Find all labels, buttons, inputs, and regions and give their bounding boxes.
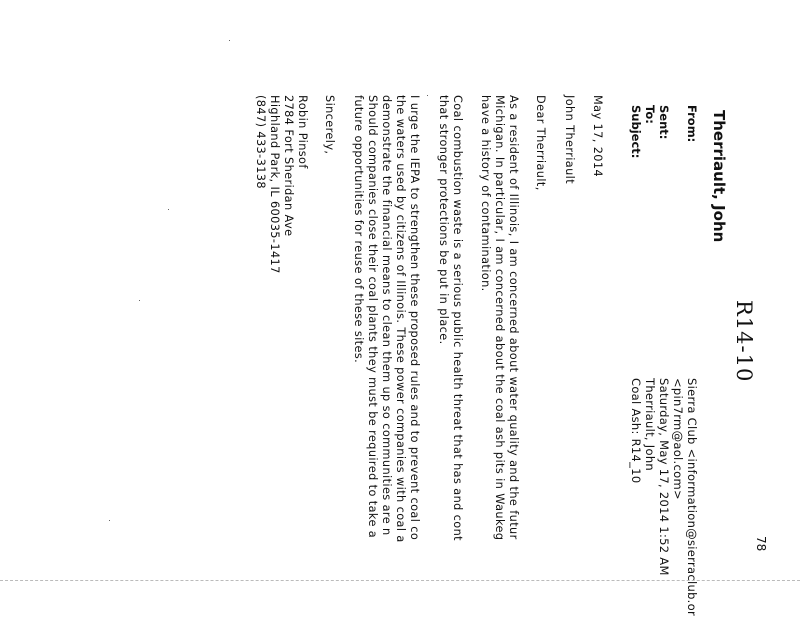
sent-label: Sent: (657, 105, 671, 140)
paragraph-3-line: the waters used by citizens of Illinois. These power companies with coal a (394, 95, 407, 543)
scan-edge-line (0, 580, 800, 582)
letter-recipient: John Therriault (563, 95, 576, 185)
to-label: To: (643, 105, 657, 124)
scan-speck (168, 209, 169, 210)
subject-label: Subject: (629, 105, 643, 159)
scan-speck (139, 300, 140, 301)
paragraph-3-line: Should companies close their coal plants they must be required to take a (366, 95, 379, 539)
signature-street: 2784 Fort Sheridan Ave (282, 95, 295, 237)
sender-name: Therriault, John (710, 110, 728, 243)
from-value-email: <pin7rm@aol.com> (671, 378, 685, 500)
scan-speck (109, 520, 110, 521)
paragraph-1-line: As a resident of Illinois, I am concerned about water quality and the futur (507, 95, 520, 540)
document-id: R14-10 (732, 300, 756, 383)
scan-speck (427, 95, 428, 96)
subject-value: Coal Ash: R14_10 (629, 378, 643, 484)
closing: Sincerely, (323, 95, 336, 155)
signature-name: Robin Pinsof (296, 95, 309, 169)
paragraph-2-line: Coal combustion waste is a serious public health threat that has and cont (451, 95, 464, 541)
paragraph-1-line: have a history of contamination. (479, 95, 492, 292)
signature-phone: (847) 433-3138 (254, 95, 267, 189)
signature-city: Highland Park, IL 60035-1417 (268, 95, 281, 274)
from-value: Sierra Club <information@sierraclub.or (685, 378, 699, 616)
salutation: Dear Therriault, (534, 95, 547, 191)
paragraph-3-line: future opportunities for reuse of these sites. (352, 95, 365, 364)
sent-value: Saturday, May 17, 2014 1:52 AM (657, 378, 671, 576)
page-number: 78 (754, 536, 768, 552)
paragraph-1-line: Michigan. In particular, I am concerned about the coal ash pits in Waukeg (493, 95, 506, 541)
paragraph-2-line: that stronger protections be put in place. (437, 95, 450, 345)
paragraph-3-line: demonstrate the financial means to clean them up so communities are n (380, 95, 393, 536)
from-label: From: (685, 105, 699, 143)
to-value: Therriault, John (643, 378, 657, 471)
scan-speck (229, 40, 230, 41)
letter-date: May 17, 2014 (591, 95, 604, 178)
paragraph-3-line: I urge the IEPA to strengthen these proposed rules and to prevent coal co (408, 95, 421, 541)
